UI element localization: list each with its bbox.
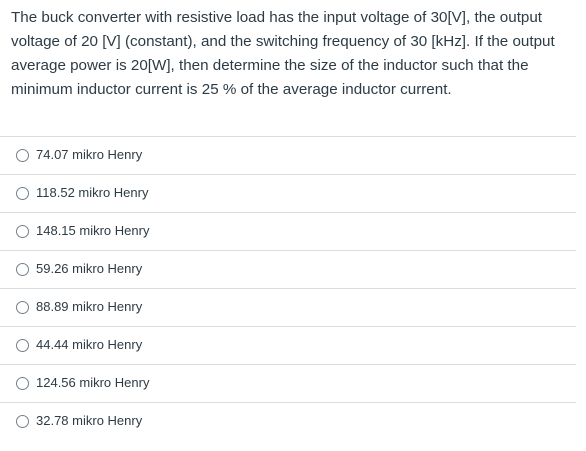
radio-button[interactable] xyxy=(16,377,29,390)
answer-option[interactable] xyxy=(0,364,576,402)
answer-label[interactable]: 88.89 mikro Henry xyxy=(36,299,143,314)
answer-option[interactable] xyxy=(0,136,576,174)
answer-option[interactable] xyxy=(0,402,576,440)
answer-label[interactable]: 118.52 mikro Henry xyxy=(36,185,149,200)
answer-option[interactable] xyxy=(0,212,576,250)
radio-button[interactable] xyxy=(16,301,29,314)
radio-button[interactable] xyxy=(16,225,29,238)
radio-button[interactable] xyxy=(16,187,29,200)
answer-option[interactable] xyxy=(0,250,576,288)
radio-button[interactable] xyxy=(16,263,29,276)
answer-list xyxy=(0,136,576,440)
radio-button[interactable] xyxy=(16,415,29,428)
answer-option[interactable] xyxy=(0,326,576,364)
answer-option[interactable] xyxy=(0,174,576,212)
radio-button[interactable] xyxy=(16,339,29,352)
question-text: The buck converter with resistive load has the input voltage of 30[V], the output voltage of 20 [V] (constant), and the switching frequency of 30 [kHz]. If the output average power is 20[W], then determine the size of the inductor such that the minimum inductor current is 25 % of the average inductor current. xyxy=(11,9,555,98)
answer-option[interactable] xyxy=(0,288,576,326)
answer-label[interactable]: 32.78 mikro Henry xyxy=(36,413,143,428)
answer-label[interactable]: 59.26 mikro Henry xyxy=(36,261,143,276)
answer-label[interactable]: 124.56 mikro Henry xyxy=(36,375,150,390)
radio-button[interactable] xyxy=(16,149,29,162)
answer-label[interactable]: 74.07 mikro Henry xyxy=(36,147,143,162)
answer-label[interactable]: 148.15 mikro Henry xyxy=(36,223,150,238)
answer-label[interactable]: 44.44 mikro Henry xyxy=(36,337,143,352)
